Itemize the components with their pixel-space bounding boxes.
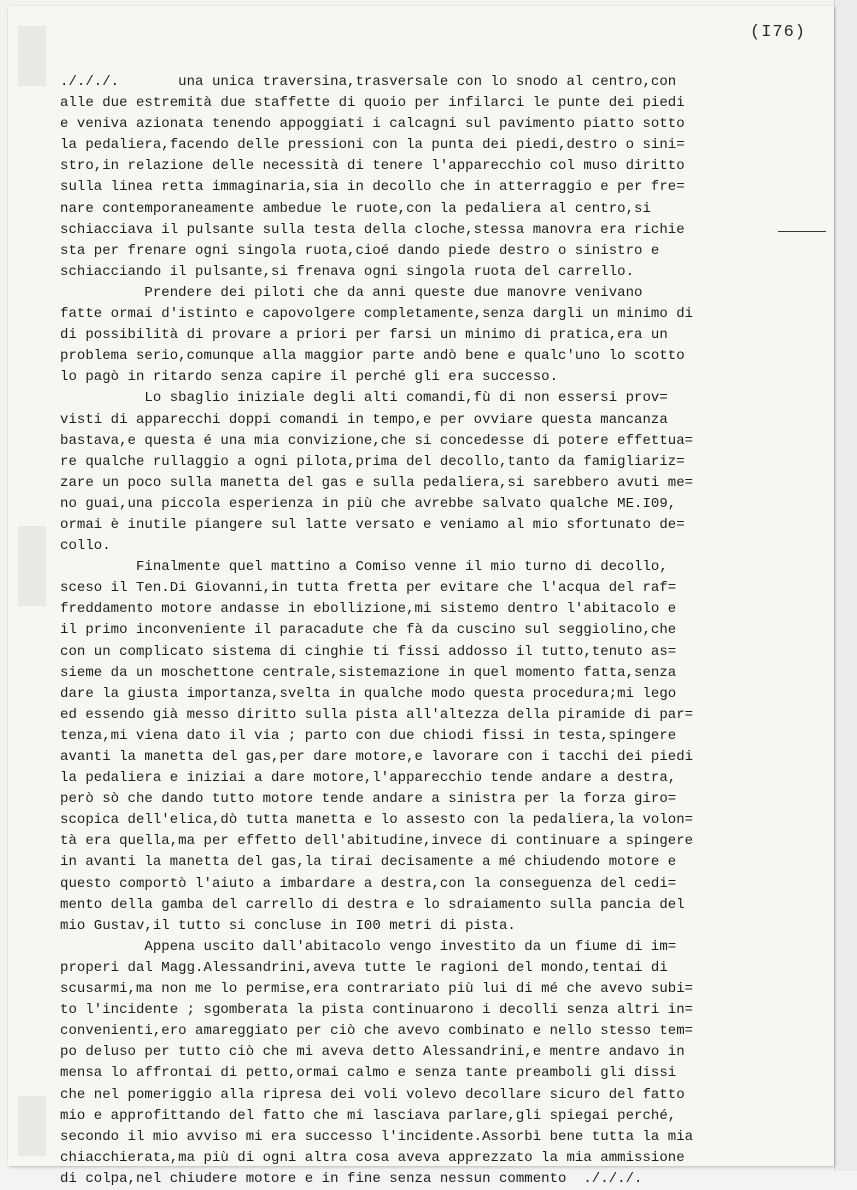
page-number: (I76)	[750, 23, 807, 42]
text-line: mio e approfittando del fatto che mi lasciava parlare,gli spiegai perché,	[60, 1107, 677, 1124]
adjacent-page-edge	[834, 0, 857, 1171]
text-line: schiacciava il pulsante sulla testa della cloche,stessa manovra era richie	[60, 221, 685, 238]
text-line: freddamento motore andasse in ebollizione,mi sistemo dentro l'abitacolo e	[60, 601, 677, 618]
text-line: in avanti la manetta del gas,la tirai decisamente a mé chiudendo motore e	[60, 854, 677, 871]
body-text	[60, 72, 836, 1190]
handwritten-underline	[778, 231, 826, 232]
text-line: questo comportò l'aiuto a imbardare a destra,con la conseguenza del cedi=	[60, 875, 677, 892]
text-line: la pedaliera e iniziai a dare motore,l'apparecchio tende andare a destra,	[60, 770, 677, 787]
text-line: po deluso per tutto ciò che mi aveva detto Alessandrini,e mentre andavo in	[60, 1044, 685, 1061]
text-line: stro,in relazione delle necessità di tenere l'apparecchio col muso diritto	[60, 158, 685, 175]
scan-shadow-bottom	[18, 1096, 46, 1156]
text-line: con un complicato sistema di cinghie ti fissi addosso il tutto,tenuto as=	[60, 643, 677, 660]
text-line: di possibilità di provare a priori per farsi un minimo di pratica,era un	[60, 327, 668, 344]
text-line: fatte ormai d'istinto e capovolgere completamente,senza dargli un minimo di	[60, 306, 694, 323]
text-line: problema serio,comunque alla maggior parte andò bene e qualc'uno lo scotto	[60, 348, 685, 365]
text-line: convenienti,ero amareggiato per ciò che avevo combinato e nello stesso tem=	[60, 1023, 694, 1040]
typewritten-page	[8, 6, 834, 1187]
scan-shadow-top	[18, 26, 46, 86]
text-line: zare un poco sulla manetta del gas e sulla pedaliera,si sarebbero avuti me=	[60, 474, 694, 491]
text-line: Lo sbaglio iniziale degli alti comandi,fù di non essersi prov=	[60, 390, 668, 407]
text-line: e veniva azionata tenendo appoggiati i calcagni sul pavimento piatto sotto	[60, 116, 685, 133]
text-line: scusarmi,ma non me lo permise,era contrariato più lui di mé che avevo subi=	[60, 981, 694, 998]
text-line: che nel pomeriggio alla ripresa dei voli volevo decollare sicuro del fatto	[60, 1086, 685, 1103]
scan-shadow-middle	[18, 526, 46, 606]
text-line: sceso il Ten.Di Giovanni,in tutta fretta per evitare che l'acqua del raf=	[60, 580, 677, 597]
text-line: tà era quella,ma per effetto dell'abitudine,invece di continuare a spingere	[60, 833, 694, 850]
text-line: sieme da un moschettone centrale,sistemazione in quel momento fatta,senza	[60, 664, 677, 681]
text-line: di colpa,nel chiudere motore e in fine senza nessun commento ./././.	[60, 1170, 643, 1187]
text-line: mensa lo affrontai di petto,ormai calmo e senza tante preamboli gli dissi	[60, 1065, 677, 1082]
text-line: properi dal Magg.Alessandrini,aveva tutte le ragioni del mondo,tentai di	[60, 959, 668, 976]
text-line: il primo inconveniente il paracadute che fà da cuscino sul seggiolino,che	[60, 622, 677, 639]
text-line: schiacciando il pulsante,si frenava ogni singola ruota del carrello.	[60, 263, 635, 280]
text-line: no guai,una piccola esperienza in più che avrebbe salvato qualche ME.I09,	[60, 495, 677, 512]
text-line: mio Gustav,il tutto si concluse in I00 metri di pista.	[60, 917, 516, 934]
text-line: re qualche rullaggio a ogni pilota,prima del decollo,tanto da famigliariz=	[60, 453, 685, 470]
text-line: visti di apparecchi doppi comandi in tempo,e per ovviare questa mancanza	[60, 411, 668, 428]
text-line: però sò che dando tutto motore tende andare a sinistra per la forza giro=	[60, 791, 677, 808]
text-line: collo.	[60, 538, 111, 555]
text-line: alle due estremità due staffette di quoio per infilarci le punte dei piedi	[60, 95, 685, 112]
text-line: dare la giusta importanza,svelta in qualche modo questa procedura;mi lego	[60, 685, 677, 702]
text-line: lo pagò in ritardo senza capire il perché gli era successo.	[60, 369, 559, 386]
text-line: Appena uscito dall'abitacolo vengo investito da un fiume di im=	[60, 938, 677, 955]
text-line: mento della gamba del carrello di destra e lo sdraiamento sulla pancia del	[60, 896, 685, 913]
text-line: ./././. una unica traversina,trasversale con lo snodo al centro,con	[60, 74, 677, 90]
text-line: sta per frenare ogni singola ruota,cioé dando piede destro o sinistro e	[60, 242, 660, 259]
text-line: scopica dell'elica,dò tutta manetta e lo assesto con la pedaliera,la volon=	[60, 812, 694, 829]
text-line: sulla linea retta immaginaria,sia in decollo che in atterraggio e per fre=	[60, 179, 685, 196]
text-line: avanti la manetta del gas,per dare motore,e lavorare con i tacchi dei piedi	[60, 749, 694, 765]
text-line: nare contemporaneamente ambedue le ruote,con la pedaliera al centro,si	[60, 200, 651, 217]
text-line: secondo il mio avviso mi era successo l'incidente.Assorbì bene tutta la mia	[60, 1128, 694, 1145]
text-line: ormai è inutile piangere sul latte versato e veniamo al mio sfortunato de=	[60, 516, 685, 533]
text-line: la pedaliera,facendo delle pressioni con la punta dei piedi,destro o sini=	[60, 137, 685, 154]
text-line: tenza,mi viena dato il via ; parto con due chiodi fissi in testa,spingere	[60, 727, 677, 744]
text-line: to l'incidente ; sgomberata la pista continuarono i decolli senza altri in=	[60, 1002, 694, 1019]
text-line: ed essendo già messo diritto sulla pista all'altezza della piramide di par=	[60, 706, 694, 723]
text-line: Finalmente quel mattino a Comiso venne il mio turno di decollo,	[60, 559, 668, 576]
text-line: Prendere dei piloti che da anni queste due manovre venivano	[60, 284, 643, 301]
text-line: chiacchierata,ma più di ogni altra cosa aveva apprezzato la mia ammissione	[60, 1149, 685, 1166]
text-line: bastava,e questa é una mia convizione,che si concedesse di potere effettua=	[60, 432, 694, 449]
